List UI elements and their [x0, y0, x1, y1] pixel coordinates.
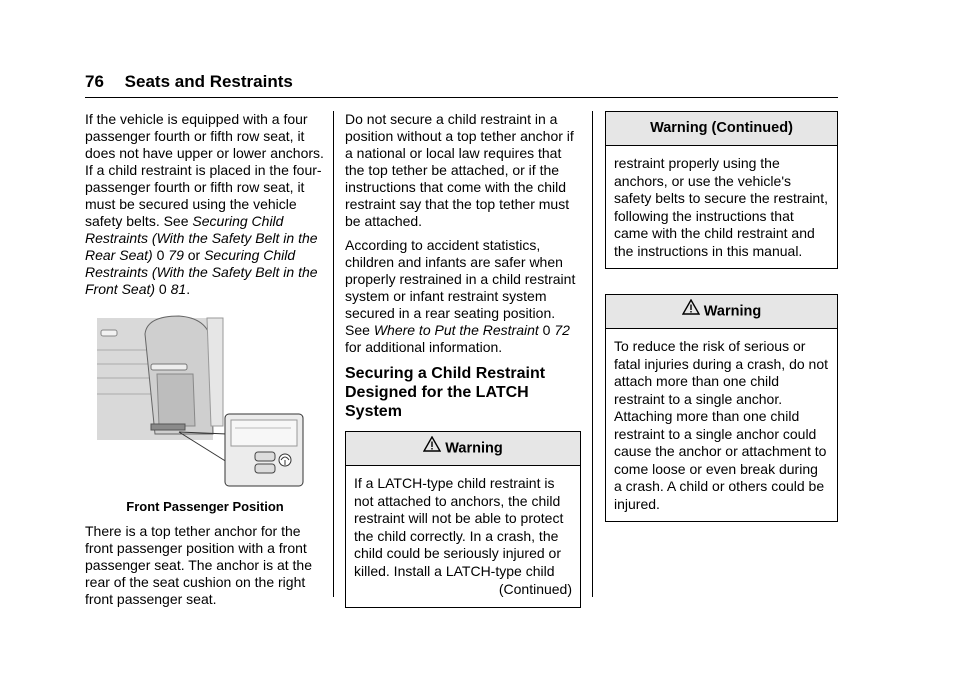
front-passenger-seat-illustration	[95, 314, 311, 490]
column-3	[605, 111, 838, 522]
paragraph-text: or	[187, 247, 201, 263]
paragraph	[85, 111, 325, 298]
warning-text: If a LATCH-type child restraint is not attached to anchors, the child restraint will not be able to protect the child correctly. In a crash, the child could be seriously injured or killed. Install a LATCH-type child	[354, 475, 564, 579]
figure-caption: Front Passenger Position	[126, 499, 284, 514]
reference-title[interactable]: Securing Child Restraints (With the Safety Belt in the Rear Seat)	[85, 213, 318, 263]
page-reference-icon: 0	[542, 322, 551, 338]
paragraph-text: .	[186, 281, 191, 297]
warning-triangle-icon	[682, 295, 700, 328]
reference-page[interactable]: 72	[554, 322, 570, 338]
paragraph: Do not secure a child restraint in a position without a top tether anchor if a national or local law requires that the top tether be attached, or if the instructions that come with the child restraint say that the top tether must be attached.	[345, 111, 574, 229]
reference-page[interactable]: 81	[170, 281, 187, 297]
page-reference-icon: 0	[158, 281, 167, 297]
header-rule	[85, 97, 838, 98]
warning-box	[605, 294, 838, 522]
reference-title[interactable]: Securing Child Restraints (With the Safety Belt in the Front Seat)	[85, 247, 318, 297]
warning-body: restraint properly using the anchors, or use the vehicle's safety belts to secure the restraint, following the instructions that came with the child restraint and the instructions in this manual.	[614, 155, 828, 259]
warning-continued-box	[605, 111, 838, 269]
reference-page[interactable]: 79	[168, 247, 184, 263]
column-divider	[592, 111, 593, 597]
section-title: Seats and Restraints	[124, 72, 293, 91]
page-number: 76	[85, 72, 104, 91]
reference-title[interactable]: Where to Put the Restraint	[373, 322, 539, 338]
warning-header: Warning (Continued)	[606, 112, 837, 146]
continued-label: (Continued)	[498, 581, 572, 597]
warning-body	[346, 466, 580, 607]
cross-reference[interactable]	[374, 322, 570, 338]
paragraph-text: According to accident statistics, children and infants are safer when properly restrained in a child restraint system or infant restraint system secured in a rear seating position. See	[345, 237, 576, 338]
paragraph-text: for additional information.	[345, 339, 503, 355]
paragraph-text: If the vehicle is equipped with a four passenger fourth or fifth row seat, it does not have upper or lower anchors. If a child restraint is placed in the four- passenger fourth or fifth row seat, it must be secured using the vehicle safety belts. See	[85, 111, 324, 229]
warning-box	[345, 431, 581, 608]
section-heading: Securing a Child Restraint Designed for the LATCH System	[345, 365, 546, 420]
paragraph: There is a top tether anchor for the front passenger position with a front passenger seat. The anchor is at the rear of the seat cushion on the right front passenger seat.	[85, 523, 312, 607]
warning-header	[606, 295, 837, 329]
page-reference-icon: 0	[156, 247, 165, 263]
warning-title: Warning	[703, 303, 762, 320]
column-divider	[333, 111, 334, 597]
warning-triangle-icon	[423, 432, 441, 465]
column-1	[85, 111, 325, 615]
column-2	[345, 111, 581, 608]
paragraph	[345, 237, 581, 356]
seat-illustration-svg	[95, 314, 311, 490]
warning-header	[346, 432, 580, 466]
warning-title: Warning	[445, 440, 503, 457]
warning-body: To reduce the risk of serious or fatal injuries during a crash, do not attach more than one child restraint to a single anchor. Attaching more than one child restraint to a single anchor could cause the anchor or attachment to come loose or even break during a crash. A child or others could be injured.	[614, 338, 829, 512]
page-header	[85, 70, 838, 94]
